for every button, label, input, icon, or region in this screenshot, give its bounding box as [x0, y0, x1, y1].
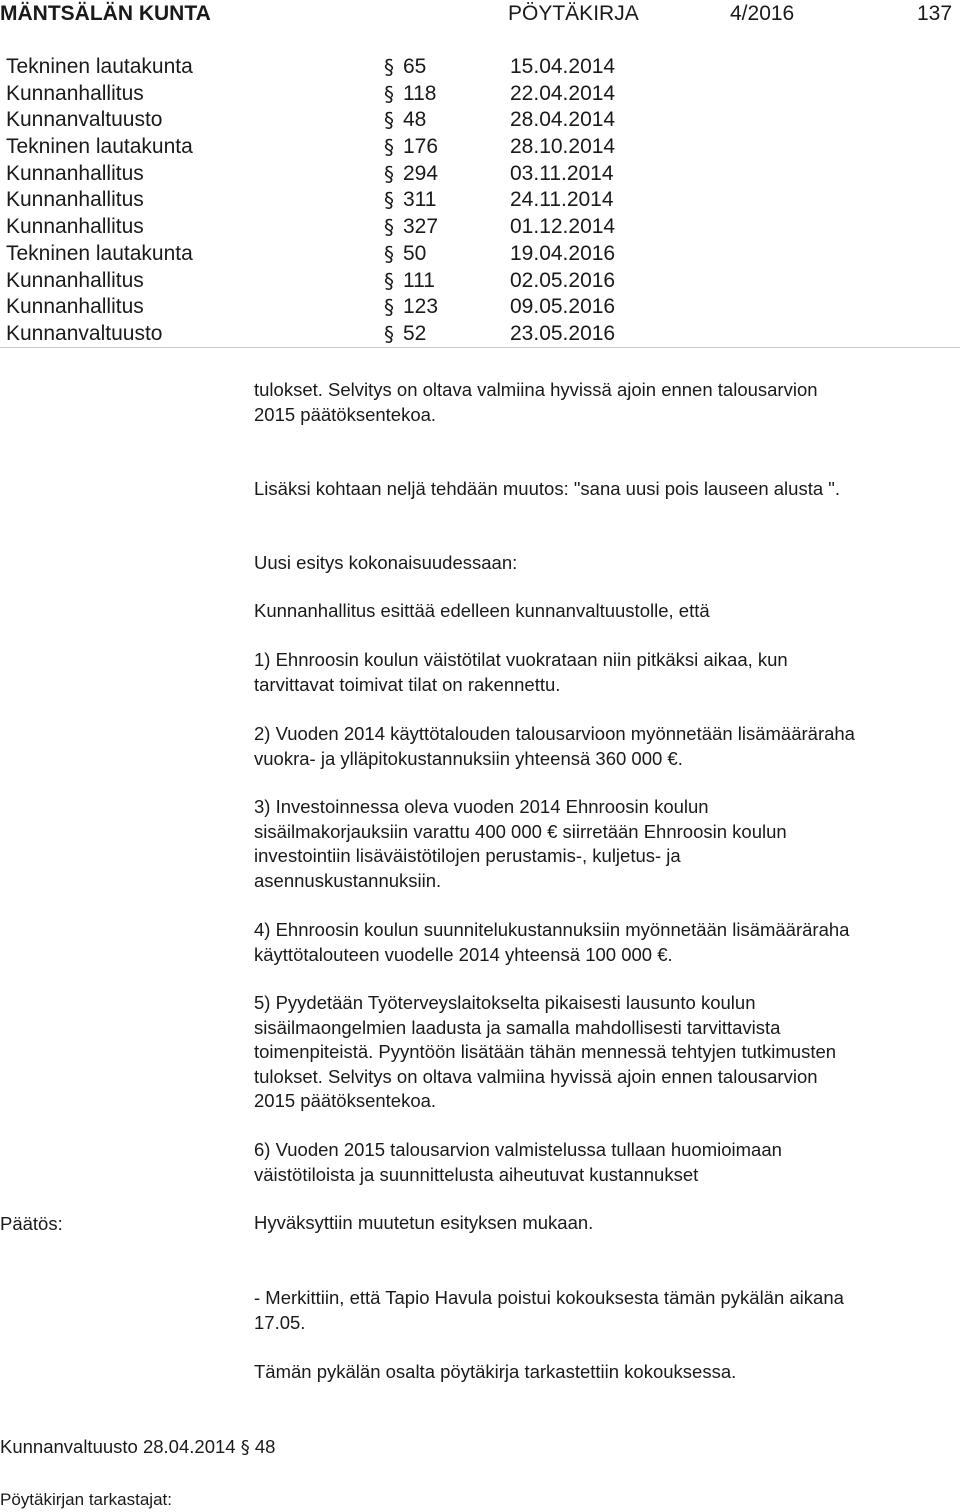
history-section-number: 111	[403, 268, 435, 292]
text-line: Uusi esitys kokonaisuudessaan:	[254, 552, 518, 573]
history-row	[0, 241, 960, 268]
history-section-number: 48	[403, 108, 427, 132]
history-section-number: 123	[403, 295, 439, 319]
text-line: tarvittavat toimivat tilat on rakennettu.	[254, 673, 561, 695]
history-date: 09.05.2016	[510, 295, 616, 319]
text-line: investointiin lisäväistötilojen perustamis-, kuljetus- ja	[254, 845, 681, 867]
paragraph-board-proposal	[254, 599, 954, 624]
page-number: 137	[917, 2, 953, 25]
text-line: tulokset. Selvitys on oltava valmiina hyvissä ajoin ennen talousarvion	[254, 379, 818, 400]
text-line: tulokset. Selvitys on oltava valmiina hyvissä ajoin ennen talousarvion	[254, 1065, 818, 1087]
reviewers-label: Pöytäkirjan tarkastajat:	[0, 1490, 172, 1509]
history-body: Kunnanhallitus	[6, 188, 144, 212]
history-body: Kunnanhallitus	[6, 161, 144, 185]
history-body: Kunnanhallitus	[6, 268, 144, 292]
history-date: 23.05.2016	[510, 321, 616, 345]
text-line: 2015 päätöksentekoa.	[254, 1090, 437, 1112]
text-line: 6) Vuoden 2015 talousarvion valmistelussa tullaan huomioimaan	[254, 1139, 782, 1160]
history-row	[0, 54, 960, 81]
history-date: 22.04.2014	[510, 81, 616, 105]
footer-reference	[0, 1435, 275, 1460]
text-line: Hyväksyttiin muutetun esityksen mukaan.	[254, 1212, 594, 1233]
text-line: toimenpiteistä. Pyyntöön lisätään tähän mennessä tehtyjen tutkimusten	[254, 1041, 837, 1063]
history-section-number: 118	[403, 81, 437, 105]
history-row	[0, 81, 960, 108]
history-body: Kunnanhallitus	[6, 295, 144, 319]
history-section-number: 327	[403, 215, 439, 239]
text-line: 17.05.	[254, 1311, 306, 1333]
proposal-item-5	[254, 991, 954, 1114]
text-line: 1) Ehnroosin koulun väistötilat vuokrataan niin pitkäksi aikaa, kun	[254, 649, 788, 670]
text-line: Lisäksi kohtaan neljä tehdään muutos: "sana uusi pois lauseen alusta ".	[254, 478, 840, 499]
text-line: - Merkittiin, että Tapio Havula poistui kokouksesta tämän pykälän aikana	[254, 1287, 844, 1308]
section-sign-icon: §	[384, 161, 394, 186]
text-line: 2015 päätöksentekoa.	[254, 403, 437, 425]
history-row	[0, 321, 960, 348]
section-sign-icon: §	[240, 1437, 250, 1458]
proposal-item-2	[254, 722, 954, 771]
proposal-item-6	[254, 1138, 954, 1187]
history-section-number: 52	[403, 321, 427, 345]
section-sign-icon: §	[384, 321, 394, 346]
section-sign-icon: §	[384, 295, 394, 320]
history-section-number: 65	[403, 55, 427, 78]
history-date: 15.04.2014	[510, 55, 616, 78]
section-sign-icon: §	[384, 188, 394, 213]
section-sign-icon: §	[384, 241, 394, 266]
processing-history	[0, 54, 960, 348]
history-row	[0, 214, 960, 241]
history-body: Tekninen lautakunta	[6, 55, 193, 78]
section-sign-icon: §	[384, 108, 394, 133]
history-row	[0, 161, 960, 188]
doc-type: PÖYTÄKIRJA	[508, 2, 639, 25]
footer-ref-number: 48	[254, 1436, 276, 1457]
history-body: Tekninen lautakunta	[6, 135, 193, 159]
text-line: Tämän pykälän osalta pöytäkirja tarkastettiin kokouksessa.	[254, 1361, 737, 1382]
page-header	[0, 0, 960, 30]
history-body: Kunnanvaltuusto	[6, 108, 163, 132]
text-line: asennuskustannuksiin.	[254, 869, 442, 891]
history-section-number: 176	[403, 135, 439, 159]
doc-number: 4/2016	[730, 2, 795, 25]
text-line: väistötiloista ja suunnittelusta aiheutuvat kustannukset	[254, 1163, 699, 1185]
text-line: sisäilmaongelmien laadusta ja samalla mahdollisesti tarvittavista	[254, 1016, 781, 1038]
text-line: 5) Pyydetään Työterveyslaitokselta pikaisesti lausunto koulun	[254, 992, 756, 1013]
history-row	[0, 107, 960, 134]
history-date: 01.12.2014	[510, 215, 616, 239]
paragraph-new-proposal-heading	[254, 551, 954, 576]
decision-label: Päätös:	[0, 1213, 63, 1234]
section-sign-icon: §	[384, 268, 394, 293]
paragraph-continuation	[254, 378, 954, 427]
history-body: Kunnanhallitus	[6, 215, 144, 239]
note-departure	[254, 1286, 954, 1335]
history-section-number: 294	[403, 161, 439, 185]
text-line: 3) Investoinnessa oleva vuoden 2014 Ehnroosin koulun	[254, 796, 709, 817]
history-body: Kunnanhallitus	[6, 81, 144, 105]
history-date: 28.10.2014	[510, 135, 616, 159]
proposal-item-3	[254, 795, 954, 893]
section-sign-icon: §	[384, 135, 394, 160]
section-sign-icon: §	[384, 81, 394, 106]
history-date: 02.05.2016	[510, 268, 616, 292]
history-divider	[0, 347, 960, 348]
history-body: Tekninen lautakunta	[6, 241, 193, 265]
org-name: MÄNTSÄLÄN KUNTA	[0, 2, 211, 25]
proposal-item-4	[254, 918, 954, 967]
history-date: 24.11.2014	[510, 188, 614, 212]
history-date: 28.04.2014	[510, 108, 616, 132]
note-reviewed	[254, 1360, 954, 1385]
decision-text	[254, 1211, 954, 1236]
history-row	[0, 268, 960, 295]
section-sign-icon: §	[384, 55, 394, 79]
text-line: Kunnanhallitus esittää edelleen kunnanvaltuustolle, että	[254, 600, 710, 621]
history-row	[0, 294, 960, 321]
text-line: 4) Ehnroosin koulun suunnitelukustannuksiin myönnetään lisämääräraha	[254, 919, 850, 940]
paragraph-amendment	[254, 477, 954, 502]
history-row	[0, 134, 960, 161]
proposal-item-1	[254, 648, 954, 697]
text-line: sisäilmakorjauksiin varattu 400 000 € siirretään Ehnroosin koulun	[254, 820, 787, 842]
text-line: käyttötalouteen vuodelle 2014 yhteensä 100 000 €.	[254, 943, 673, 965]
footer-ref-body: Kunnanvaltuusto 28.04.2014	[0, 1436, 236, 1457]
section-sign-icon: §	[384, 215, 394, 240]
history-date: 19.04.2016	[510, 241, 616, 265]
history-row	[0, 187, 960, 214]
history-section-number: 50	[403, 241, 427, 265]
text-line: 2) Vuoden 2014 käyttötalouden talousarvioon myönnetään lisämääräraha	[254, 723, 855, 744]
history-body: Kunnanvaltuusto	[6, 321, 163, 345]
text-line: vuokra- ja ylläpitokustannuksiin yhteensä 360 000 €.	[254, 747, 683, 769]
history-section-number: 311	[403, 188, 437, 212]
history-date: 03.11.2014	[510, 161, 614, 185]
